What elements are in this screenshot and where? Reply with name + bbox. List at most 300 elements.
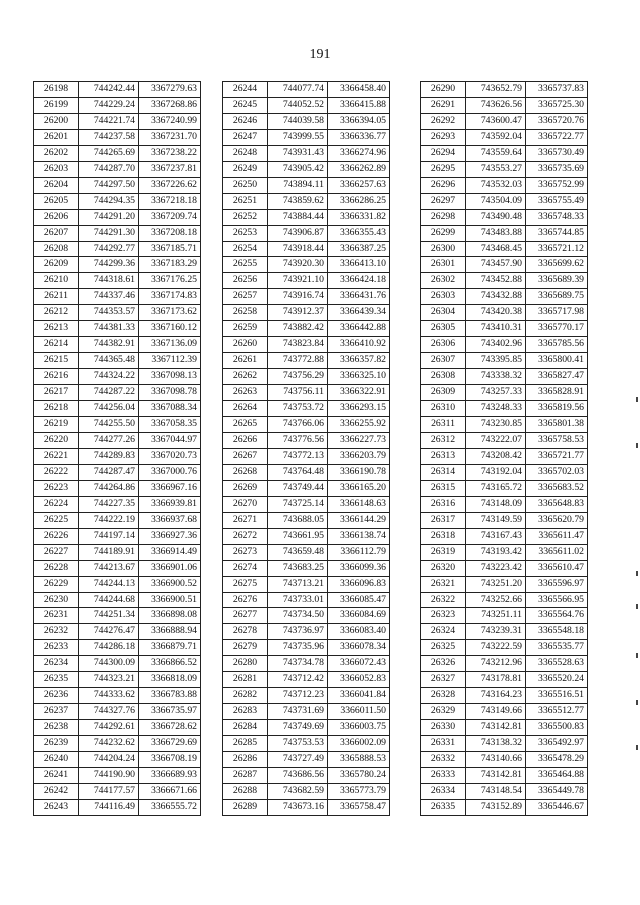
y-coordinate-cell: 3366442.88 [328,321,390,337]
x-coordinate-cell: 743142.81 [466,720,526,736]
x-coordinate-cell: 743251.20 [466,576,526,592]
y-coordinate-cell: 3365500.83 [526,720,588,736]
point-id-cell: 26267 [223,448,268,464]
x-coordinate-cell: 744189.91 [79,544,139,560]
x-coordinate-cell: 744077.74 [268,82,328,98]
y-coordinate-cell: 3365596.97 [526,576,588,592]
point-id-cell: 26242 [34,783,79,799]
x-coordinate-cell: 744292.77 [79,241,139,257]
table-row [223,592,390,608]
table-row [223,640,390,656]
point-id-cell: 26282 [223,688,268,704]
table-row [223,720,390,736]
y-coordinate-cell: 3366735.97 [139,704,201,720]
table-row [421,417,588,433]
point-id-cell: 26304 [421,305,466,321]
y-coordinate-cell: 3367020.73 [139,448,201,464]
y-coordinate-cell: 3366898.08 [139,608,201,624]
x-coordinate-cell: 744291.30 [79,225,139,241]
point-id-cell: 26321 [421,576,466,592]
point-id-cell: 26307 [421,353,466,369]
y-coordinate-cell: 3365620.79 [526,512,588,528]
point-id-cell: 26294 [421,145,466,161]
x-coordinate-cell: 744255.50 [79,417,139,433]
point-id-cell: 26306 [421,337,466,353]
table-row [223,337,390,353]
point-id-cell: 26318 [421,528,466,544]
y-coordinate-cell: 3366967.16 [139,480,201,496]
table-row [34,161,201,177]
point-id-cell: 26198 [34,82,79,98]
x-coordinate-cell: 744177.57 [79,783,139,799]
table-row [421,353,588,369]
x-coordinate-cell: 743212.96 [466,656,526,672]
x-coordinate-cell: 743152.89 [466,799,526,815]
x-coordinate-cell: 744289.83 [79,448,139,464]
y-coordinate-cell: 3367088.34 [139,401,201,417]
y-coordinate-cell: 3366914.49 [139,544,201,560]
table-row [421,321,588,337]
y-coordinate-cell: 3367098.78 [139,385,201,401]
scan-edge-mark [636,443,638,448]
table-row [223,783,390,799]
x-coordinate-cell: 743257.33 [466,385,526,401]
y-coordinate-cell: 3366011.50 [328,704,390,720]
y-coordinate-cell: 3367279.63 [139,82,201,98]
point-id-cell: 26313 [421,448,466,464]
y-coordinate-cell: 3366439.34 [328,305,390,321]
x-coordinate-cell: 744232.62 [79,736,139,752]
table-row [223,145,390,161]
table-row [421,177,588,193]
y-coordinate-cell: 3367173.62 [139,305,201,321]
point-id-cell: 26319 [421,544,466,560]
point-id-cell: 26221 [34,448,79,464]
table-row [421,720,588,736]
x-coordinate-cell: 743764.48 [268,464,328,480]
y-coordinate-cell: 3366357.82 [328,353,390,369]
point-id-cell: 26255 [223,257,268,273]
table-row [34,512,201,528]
x-coordinate-cell: 743712.42 [268,672,328,688]
x-coordinate-cell: 743906.87 [268,225,328,241]
point-id-cell: 26277 [223,608,268,624]
table-row [421,241,588,257]
x-coordinate-cell: 743420.38 [466,305,526,321]
table-row [223,385,390,401]
x-coordinate-cell: 743766.06 [268,417,328,433]
table-row [223,129,390,145]
table-row [223,161,390,177]
table-row [223,496,390,512]
point-id-cell: 26290 [421,82,466,98]
x-coordinate-cell: 743749.44 [268,480,328,496]
x-coordinate-cell: 744294.35 [79,193,139,209]
x-coordinate-cell: 744276.47 [79,624,139,640]
x-coordinate-cell: 743905.42 [268,161,328,177]
table-row [421,113,588,129]
point-id-cell: 26327 [421,672,466,688]
point-id-cell: 26285 [223,736,268,752]
table-row [223,704,390,720]
point-id-cell: 26278 [223,624,268,640]
point-id-cell: 26289 [223,799,268,815]
point-id-cell: 26249 [223,161,268,177]
x-coordinate-cell: 744318.61 [79,273,139,289]
point-id-cell: 26281 [223,672,268,688]
y-coordinate-cell: 3366190.78 [328,464,390,480]
table-row [34,640,201,656]
x-coordinate-cell: 743727.49 [268,752,328,768]
y-coordinate-cell: 3365611.47 [526,528,588,544]
table-row [223,608,390,624]
x-coordinate-cell: 743682.59 [268,783,328,799]
table-row [421,401,588,417]
y-coordinate-cell: 3366937.68 [139,512,201,528]
x-coordinate-cell: 743222.59 [466,640,526,656]
table-row [421,448,588,464]
point-id-cell: 26293 [421,129,466,145]
scan-edge-mark [636,571,638,576]
x-coordinate-cell: 743167.43 [466,528,526,544]
y-coordinate-cell: 3366818.09 [139,672,201,688]
point-id-cell: 26219 [34,417,79,433]
x-coordinate-cell: 744116.49 [79,799,139,815]
y-coordinate-cell: 3366041.84 [328,688,390,704]
x-coordinate-cell: 743659.48 [268,544,328,560]
point-id-cell: 26206 [34,209,79,225]
point-id-cell: 26301 [421,257,466,273]
point-id-cell: 26286 [223,752,268,768]
y-coordinate-cell: 3366002.09 [328,736,390,752]
x-coordinate-cell: 743753.53 [268,736,328,752]
table-row [421,560,588,576]
table-row [421,209,588,225]
point-id-cell: 26258 [223,305,268,321]
point-id-cell: 26312 [421,432,466,448]
point-id-cell: 26234 [34,656,79,672]
table-row [421,273,588,289]
table-row [421,161,588,177]
table-row [421,704,588,720]
y-coordinate-cell: 3367231.70 [139,129,201,145]
point-id-cell: 26235 [34,672,79,688]
point-id-cell: 26200 [34,113,79,129]
x-coordinate-cell: 744292.61 [79,720,139,736]
table-row [34,480,201,496]
point-id-cell: 26251 [223,193,268,209]
point-id-cell: 26229 [34,576,79,592]
y-coordinate-cell: 3366165.20 [328,480,390,496]
y-coordinate-cell: 3365888.53 [328,752,390,768]
x-coordinate-cell: 743338.32 [466,369,526,385]
x-coordinate-cell: 744324.22 [79,369,139,385]
scan-edge-mark [636,653,638,658]
point-id-cell: 26205 [34,193,79,209]
y-coordinate-cell: 3366671.66 [139,783,201,799]
y-coordinate-cell: 3366144.29 [328,512,390,528]
y-coordinate-cell: 3365446.67 [526,799,588,815]
y-coordinate-cell: 3365689.75 [526,289,588,305]
y-coordinate-cell: 3366410.92 [328,337,390,353]
y-coordinate-cell: 3366900.51 [139,592,201,608]
y-coordinate-cell: 3366227.73 [328,432,390,448]
y-coordinate-cell: 3365722.77 [526,129,588,145]
point-id-cell: 26302 [421,273,466,289]
point-id-cell: 26220 [34,432,79,448]
y-coordinate-cell: 3365512.77 [526,704,588,720]
point-id-cell: 26212 [34,305,79,321]
table-row [421,544,588,560]
x-coordinate-cell: 743882.42 [268,321,328,337]
table-row [34,720,201,736]
table-row [421,82,588,98]
table-row [421,528,588,544]
point-id-cell: 26259 [223,321,268,337]
point-id-cell: 26303 [421,289,466,305]
point-id-cell: 26228 [34,560,79,576]
y-coordinate-cell: 3366728.62 [139,720,201,736]
table-row [34,608,201,624]
point-id-cell: 26231 [34,608,79,624]
x-coordinate-cell: 743138.32 [466,736,526,752]
x-coordinate-cell: 743776.56 [268,432,328,448]
y-coordinate-cell: 3365758.47 [328,799,390,815]
table-row [421,464,588,480]
x-coordinate-cell: 743248.33 [466,401,526,417]
y-coordinate-cell: 3367226.62 [139,177,201,193]
x-coordinate-cell: 743916.74 [268,289,328,305]
point-id-cell: 26250 [223,177,268,193]
table-row [223,289,390,305]
table-row [34,353,201,369]
table-row [421,337,588,353]
x-coordinate-cell: 744297.50 [79,177,139,193]
x-coordinate-cell: 744265.69 [79,145,139,161]
y-coordinate-cell: 3366424.18 [328,273,390,289]
point-id-cell: 26244 [223,82,268,98]
y-coordinate-cell: 3365785.56 [526,337,588,353]
point-id-cell: 26314 [421,464,466,480]
point-id-cell: 26325 [421,640,466,656]
table-row [34,799,201,815]
point-id-cell: 26292 [421,113,466,129]
table-row [34,289,201,305]
x-coordinate-cell: 743559.64 [466,145,526,161]
y-coordinate-cell: 3367185.71 [139,241,201,257]
point-id-cell: 26299 [421,225,466,241]
y-coordinate-cell: 3365780.24 [328,767,390,783]
point-id-cell: 26335 [421,799,466,815]
y-coordinate-cell: 3366325.10 [328,369,390,385]
point-id-cell: 26208 [34,241,79,257]
y-coordinate-cell: 3366866.52 [139,656,201,672]
point-id-cell: 26262 [223,369,268,385]
table-row [421,592,588,608]
y-coordinate-cell: 3367183.29 [139,257,201,273]
point-id-cell: 26274 [223,560,268,576]
scan-edge-mark [636,397,638,402]
x-coordinate-cell: 744204.24 [79,752,139,768]
table-row [223,464,390,480]
point-id-cell: 26247 [223,129,268,145]
y-coordinate-cell: 3365752.99 [526,177,588,193]
x-coordinate-cell: 743725.14 [268,496,328,512]
table-row [421,767,588,783]
y-coordinate-cell: 3365717.98 [526,305,588,321]
table-row [223,82,390,98]
x-coordinate-cell: 744287.47 [79,464,139,480]
x-coordinate-cell: 743749.69 [268,720,328,736]
point-id-cell: 26215 [34,353,79,369]
y-coordinate-cell: 3367237.81 [139,161,201,177]
table-row [34,417,201,433]
y-coordinate-cell: 3365689.39 [526,273,588,289]
y-coordinate-cell: 3366085.47 [328,592,390,608]
coordinate-table-1 [33,81,201,816]
table-row [34,736,201,752]
table-row [34,113,201,129]
y-coordinate-cell: 3366689.93 [139,767,201,783]
point-id-cell: 26238 [34,720,79,736]
point-id-cell: 26323 [421,608,466,624]
point-id-cell: 26211 [34,289,79,305]
x-coordinate-cell: 743999.55 [268,129,328,145]
x-coordinate-cell: 743626.56 [466,97,526,113]
table-row [421,385,588,401]
table-row [223,656,390,672]
y-coordinate-cell: 3366415.88 [328,97,390,113]
table-row [421,672,588,688]
y-coordinate-cell: 3366901.06 [139,560,201,576]
y-coordinate-cell: 3367240.99 [139,113,201,129]
x-coordinate-cell: 743894.11 [268,177,328,193]
point-id-cell: 26279 [223,640,268,656]
x-coordinate-cell: 743920.30 [268,257,328,273]
y-coordinate-cell: 3367208.18 [139,225,201,241]
table-row [421,129,588,145]
y-coordinate-cell: 3366900.52 [139,576,201,592]
x-coordinate-cell: 743859.62 [268,193,328,209]
y-coordinate-cell: 3366783.88 [139,688,201,704]
y-coordinate-cell: 3365801.38 [526,417,588,433]
table-row [421,783,588,799]
table-row [421,640,588,656]
x-coordinate-cell: 744190.90 [79,767,139,783]
x-coordinate-cell: 743772.88 [268,353,328,369]
table-row [223,113,390,129]
x-coordinate-cell: 744244.13 [79,576,139,592]
point-id-cell: 26253 [223,225,268,241]
x-coordinate-cell: 743673.16 [268,799,328,815]
y-coordinate-cell: 3366939.81 [139,496,201,512]
table-row [223,799,390,815]
x-coordinate-cell: 744227.35 [79,496,139,512]
table-row [223,544,390,560]
y-coordinate-cell: 3365449.78 [526,783,588,799]
x-coordinate-cell: 743402.96 [466,337,526,353]
x-coordinate-cell: 743592.04 [466,129,526,145]
point-id-cell: 26230 [34,592,79,608]
table-row [34,145,201,161]
y-coordinate-cell: 3366927.36 [139,528,201,544]
table-row [223,273,390,289]
y-coordinate-cell: 3365699.62 [526,257,588,273]
y-coordinate-cell: 3365755.49 [526,193,588,209]
x-coordinate-cell: 743921.10 [268,273,328,289]
table-row [34,656,201,672]
table-row [34,432,201,448]
x-coordinate-cell: 744381.33 [79,321,139,337]
y-coordinate-cell: 3366331.82 [328,209,390,225]
y-coordinate-cell: 3366387.25 [328,241,390,257]
x-coordinate-cell: 744327.76 [79,704,139,720]
y-coordinate-cell: 3366286.25 [328,193,390,209]
table-row [34,704,201,720]
y-coordinate-cell: 3366458.40 [328,82,390,98]
y-coordinate-cell: 3365819.56 [526,401,588,417]
x-coordinate-cell: 744197.14 [79,528,139,544]
point-id-cell: 26260 [223,337,268,353]
x-coordinate-cell: 744299.36 [79,257,139,273]
x-coordinate-cell: 743457.90 [466,257,526,273]
table-row [34,544,201,560]
y-coordinate-cell: 3366052.83 [328,672,390,688]
x-coordinate-cell: 744333.62 [79,688,139,704]
x-coordinate-cell: 744291.20 [79,209,139,225]
x-coordinate-cell: 744300.09 [79,656,139,672]
x-coordinate-cell: 743223.42 [466,560,526,576]
scan-edge-mark [636,700,638,705]
x-coordinate-cell: 744365.48 [79,353,139,369]
y-coordinate-cell: 3366336.77 [328,129,390,145]
x-coordinate-cell: 743734.50 [268,608,328,624]
point-id-cell: 26311 [421,417,466,433]
x-coordinate-cell: 743251.11 [466,608,526,624]
point-id-cell: 26256 [223,273,268,289]
scan-edge-mark [636,745,638,750]
point-id-cell: 26239 [34,736,79,752]
table-row [34,385,201,401]
x-coordinate-cell: 743193.42 [466,544,526,560]
table-row [34,129,201,145]
table-row [34,783,201,799]
point-id-cell: 26331 [421,736,466,752]
table-row [421,369,588,385]
table-row [34,576,201,592]
y-coordinate-cell: 3365516.51 [526,688,588,704]
x-coordinate-cell: 743149.59 [466,512,526,528]
x-coordinate-cell: 743164.23 [466,688,526,704]
point-id-cell: 26280 [223,656,268,672]
y-coordinate-cell: 3365828.91 [526,385,588,401]
x-coordinate-cell: 744286.18 [79,640,139,656]
point-id-cell: 26295 [421,161,466,177]
x-coordinate-cell: 743230.85 [466,417,526,433]
table-row [34,624,201,640]
table-row [34,752,201,768]
x-coordinate-cell: 743688.05 [268,512,328,528]
point-id-cell: 26316 [421,496,466,512]
page-number: 191 [309,47,331,62]
table-row [223,672,390,688]
y-coordinate-cell: 3365535.77 [526,640,588,656]
point-id-cell: 26237 [34,704,79,720]
x-coordinate-cell: 744242.44 [79,82,139,98]
table-row [223,241,390,257]
point-id-cell: 26223 [34,480,79,496]
point-id-cell: 26236 [34,688,79,704]
